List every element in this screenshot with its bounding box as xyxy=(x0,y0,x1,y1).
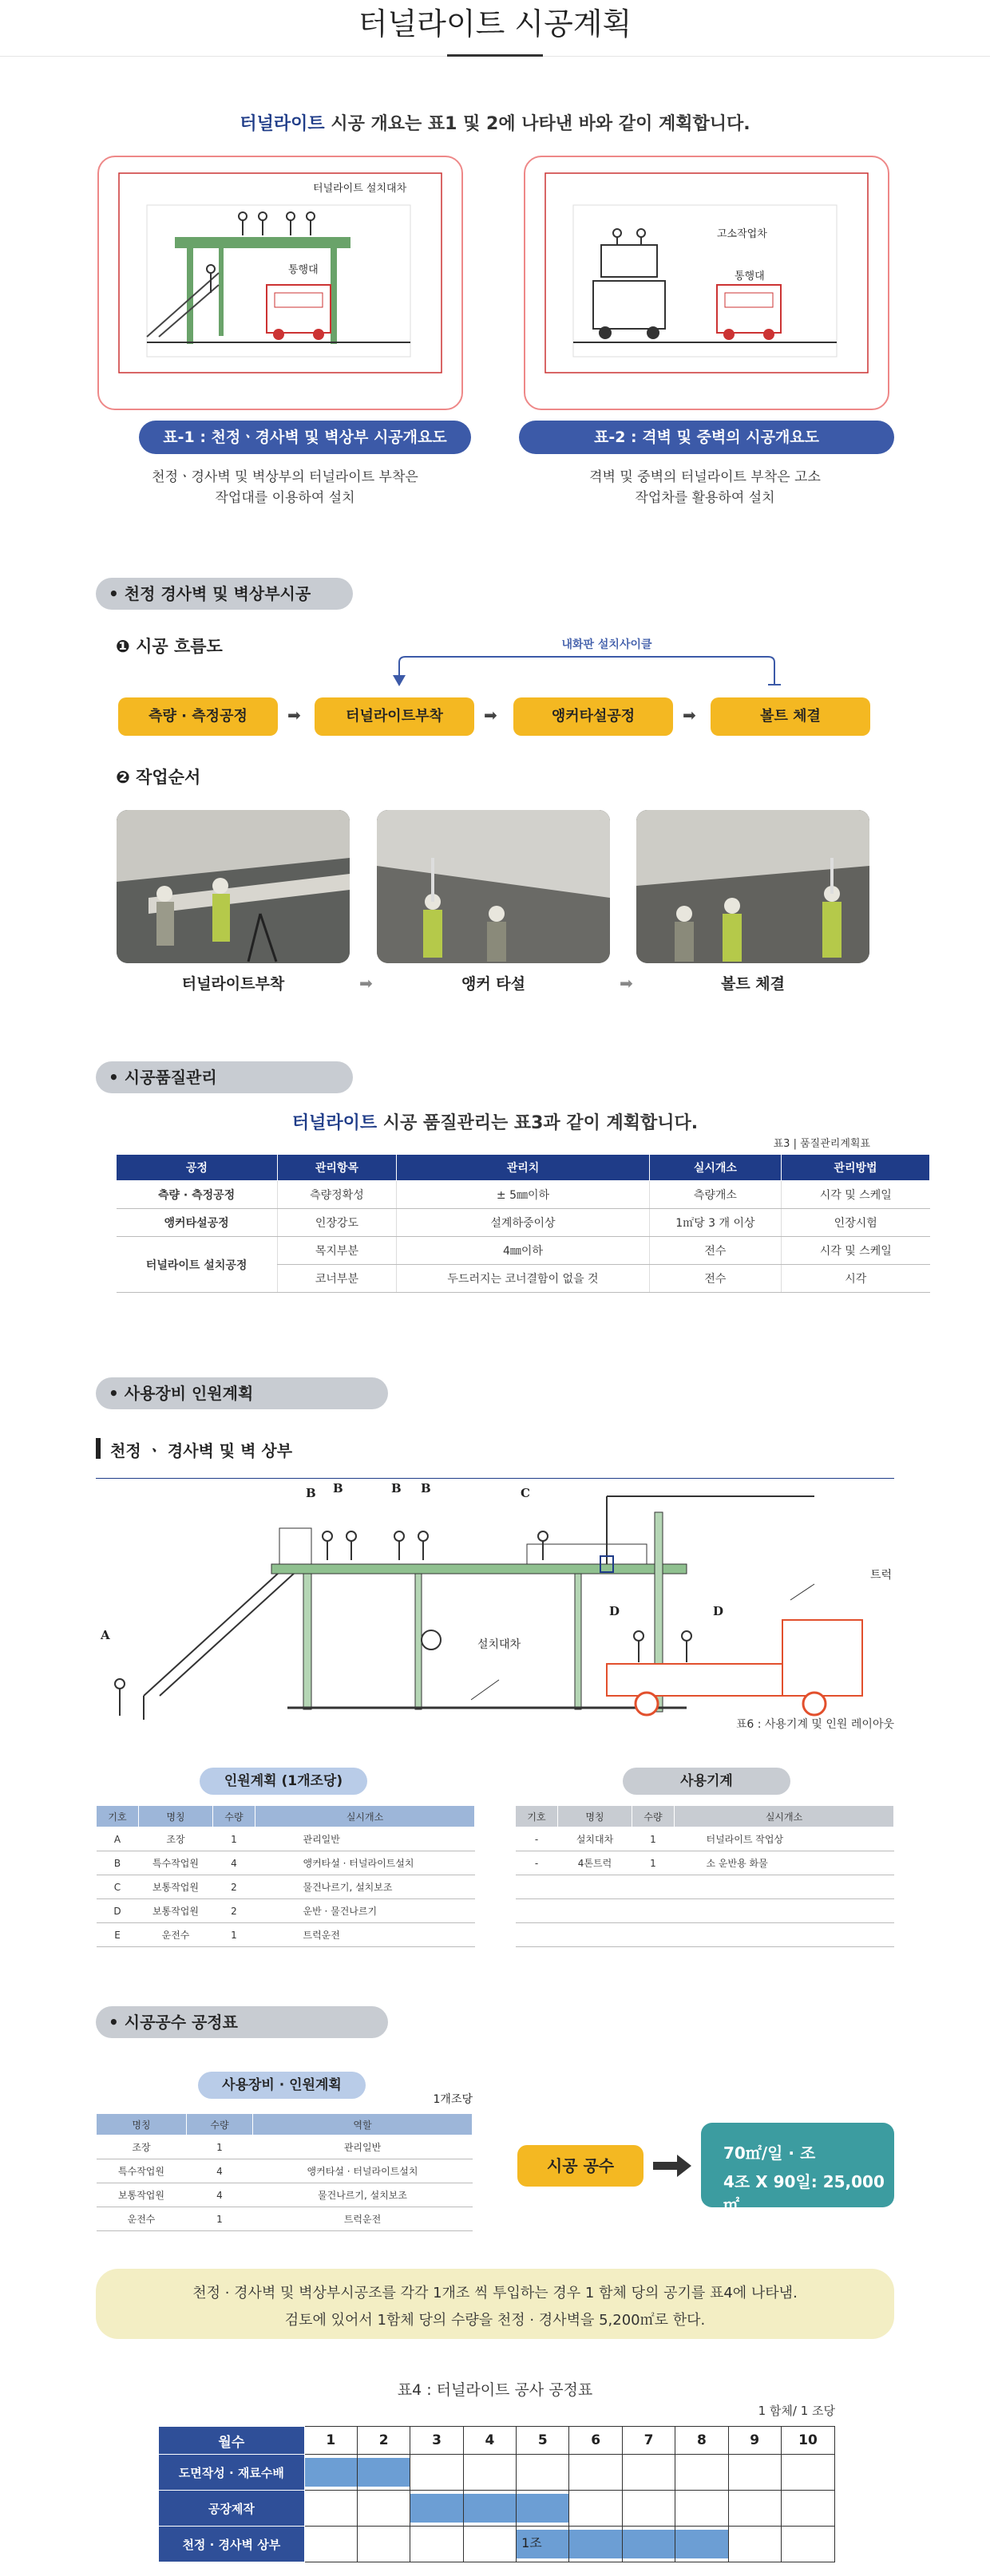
quality-lead xyxy=(0,1109,990,1134)
table-cell: 1㎡당 3 개 이상 xyxy=(649,1209,781,1237)
table-cell: 트럭운전 xyxy=(255,1923,475,1947)
cycle-label: 내화판 설치사이클 xyxy=(543,636,671,652)
schedule-note xyxy=(96,2269,894,2339)
label-d-1: D xyxy=(609,1604,620,1618)
photo-bolt xyxy=(636,810,869,963)
table-cell: 설계하중이상 xyxy=(397,1209,650,1237)
table-row xyxy=(97,2183,473,2207)
photo-label-anchor: 앵커 타설 xyxy=(461,975,526,993)
label-truck: 트럭 xyxy=(870,1569,893,1582)
schedule-bar xyxy=(675,2530,727,2558)
table-cell: 설치대차 xyxy=(558,1827,632,1851)
photo-install xyxy=(117,810,350,963)
table-cell: - xyxy=(516,1827,558,1851)
schedule-cell xyxy=(304,2527,357,2562)
label-b-2: B xyxy=(333,1481,343,1495)
schedule-cell xyxy=(410,2491,463,2527)
order-title: ❷ 작업순서 xyxy=(116,768,201,787)
personnel-header-name: 명칭 xyxy=(139,1806,213,1827)
flow-arrow-3: ➡ xyxy=(683,705,696,725)
sub-title-divider xyxy=(96,1478,894,1479)
flow-step-1: 측량 · 측정공정 xyxy=(118,697,278,736)
schedule-cell xyxy=(517,2491,569,2527)
table-cell: 전수 xyxy=(649,1265,781,1293)
table-cell: 측량개소 xyxy=(649,1181,781,1209)
schedule-month: 4 xyxy=(463,2427,516,2455)
schedule-bar xyxy=(305,2458,357,2487)
quality-header-value: 관리치 xyxy=(397,1155,650,1181)
schedule-bar xyxy=(410,2494,462,2523)
schedule-cell xyxy=(517,2527,569,2562)
table-cell: 4 xyxy=(187,2183,253,2207)
schedule-month: 7 xyxy=(622,2427,675,2455)
photo-anchor xyxy=(377,810,610,963)
figure-1-caption-line1: 천정ㆍ경사벽 및 벽상부의 터널라이트 부착은 xyxy=(152,469,418,485)
schedule-cell xyxy=(675,2455,728,2491)
table-row xyxy=(97,1851,475,1875)
label-c: C xyxy=(521,1486,530,1500)
table-cell: 측량정확성 xyxy=(277,1181,396,1209)
quality-header-place: 실시개소 xyxy=(649,1155,781,1181)
label-passage-2: 통행대 xyxy=(735,271,765,282)
photo-label-bolt: 볼트 체결 xyxy=(720,975,786,993)
table-cell: 4 xyxy=(213,1851,255,1875)
machine-header-qty: 수량 xyxy=(632,1806,675,1827)
table-row xyxy=(117,1181,930,1209)
schedule-cell xyxy=(728,2455,781,2491)
figure-2-caption xyxy=(524,467,886,508)
schedule-cell xyxy=(781,2491,834,2527)
schedule-cell xyxy=(463,2527,516,2562)
schedule-cell xyxy=(675,2491,728,2527)
flow-title: ❶ 시공 흐름도 xyxy=(116,637,223,656)
section-3-heading: • 사용장비 인원계획 xyxy=(96,1377,388,1409)
equipment-sub-title: 천정 ㆍ 경사벽 및 벽 상부 xyxy=(110,1441,293,1460)
table-cell: E xyxy=(97,1923,139,1947)
schedule-cell xyxy=(517,2455,569,2491)
quality-header-item: 관리항목 xyxy=(277,1155,396,1181)
table-cell: 1 xyxy=(213,1827,255,1851)
figure-1-caption xyxy=(104,467,466,508)
schedule-month: 1 xyxy=(304,2427,357,2455)
label-passage-1: 통행대 xyxy=(288,264,319,276)
schedule-row-label: 천정 · 경사벽 상부 xyxy=(159,2527,305,2562)
work-box: 시공 공수 xyxy=(517,2145,644,2187)
machine-table xyxy=(515,1805,894,1947)
machine-header-code: 기호 xyxy=(516,1806,558,1827)
table-cell: 보통작업원 xyxy=(97,2183,187,2207)
figure-2-caption-line2: 작업차를 활용하여 설치 xyxy=(635,490,775,506)
schedule-bar xyxy=(569,2530,621,2558)
overview-lead xyxy=(0,110,990,135)
table-cell: 1 xyxy=(187,2207,253,2231)
table-cell: 코너부분 xyxy=(277,1265,396,1293)
schedule-bar: 1조 xyxy=(517,2530,568,2558)
schedule-cell xyxy=(781,2455,834,2491)
figure-2-frame xyxy=(524,156,889,410)
table-cell: 시각 및 스케일 xyxy=(781,1237,929,1265)
table-row xyxy=(516,1923,894,1947)
crew-header-qty: 수량 xyxy=(187,2114,253,2135)
schedule-bar xyxy=(358,2458,410,2487)
label-b-4: B xyxy=(421,1481,431,1495)
equipment-diagram-caption: 표6 : 사용기계 및 인원 레이아웃 xyxy=(735,1718,894,1731)
sub-title-bar xyxy=(96,1438,101,1459)
label-b-1: B xyxy=(306,1486,316,1500)
crew-pill: 사용장비 · 인원계획 xyxy=(198,2072,366,2099)
flow-step-3: 앵커타설공정 xyxy=(513,697,673,736)
schedule-cell xyxy=(358,2455,410,2491)
table-cell: 관리일반 xyxy=(255,1827,475,1851)
table-cell: 1 xyxy=(632,1827,675,1851)
figure-1-caption-line2: 작업대를 이용하여 설치 xyxy=(215,490,355,506)
quality-header-process: 공정 xyxy=(117,1155,278,1181)
schedule-table xyxy=(158,2426,835,2562)
machine-header-place: 실시개소 xyxy=(675,1806,894,1827)
table-cell: 특수작업원 xyxy=(97,2159,187,2183)
quality-header-method: 관리방법 xyxy=(781,1155,929,1181)
page-title: 터널라이트 시공계획 xyxy=(358,6,632,41)
figure-2-pill: 표-2 : 격벽 및 중벽의 시공개요도 xyxy=(519,421,894,454)
table-cell: - xyxy=(516,1851,558,1875)
table-row xyxy=(97,1827,475,1851)
schedule-note-line1: 천정 · 경사벽 및 벽상부시공조를 각각 1개조 씩 투입하는 경우 1 함체 당의 공기를 표4에 나타냄. xyxy=(192,2285,798,2301)
machine-header-name: 명칭 xyxy=(558,1806,632,1827)
schedule-cell xyxy=(358,2527,410,2562)
overview-lead-text: 시공 개요는 표1 및 2에 나타낸 바와 같이 계획합니다. xyxy=(324,114,750,134)
schedule-row-label: 도면작성 · 재료수배 xyxy=(159,2455,305,2491)
schedule-cell xyxy=(569,2455,622,2491)
schedule-bar xyxy=(464,2494,516,2523)
table-cell: 전수 xyxy=(649,1237,781,1265)
schedule-header-label: 월수 xyxy=(159,2427,305,2455)
schedule-row xyxy=(159,2527,835,2562)
table-cell: 특수작업원 xyxy=(139,1851,213,1875)
result-line1: 70㎡/일 · 조 xyxy=(723,2143,816,2163)
table-row xyxy=(516,1827,894,1851)
schedule-cell xyxy=(410,2527,463,2562)
schedule-cell xyxy=(781,2527,834,2562)
schedule-note-line2: 검토에 있어서 1함체 당의 수량을 천정 · 경사벽을 5,200㎡로 한다. xyxy=(284,2312,706,2329)
photo-label-install: 터널라이트부착 xyxy=(181,975,285,993)
schedule-title: 표4 : 터널라이트 공사 공정표 xyxy=(397,2381,593,2399)
crew-header-role: 역할 xyxy=(253,2114,473,2135)
table-row xyxy=(516,1899,894,1923)
overview-lead-accent: 터널라이트 xyxy=(240,114,325,134)
table-cell: 시각 및 스케일 xyxy=(781,1181,929,1209)
table-cell: 트럭운전 xyxy=(253,2207,473,2231)
table-row xyxy=(97,1923,475,1947)
personnel-header-qty: 수량 xyxy=(213,1806,255,1827)
equipment-layout-diagram xyxy=(96,1480,894,1720)
schedule-row xyxy=(159,2491,835,2527)
table-row xyxy=(117,1209,930,1237)
schedule-month: 5 xyxy=(517,2427,569,2455)
table-cell: 시각 xyxy=(781,1265,929,1293)
table-row xyxy=(97,1875,475,1899)
table-cell: 1 xyxy=(632,1851,675,1875)
table-cell: A xyxy=(97,1827,139,1851)
table-cell: 앵커타설공정 xyxy=(117,1209,278,1237)
personnel-pill: 인원계획 (1개조당) xyxy=(200,1768,367,1795)
table-cell: C xyxy=(97,1875,139,1899)
table-cell: 운전수 xyxy=(97,2207,187,2231)
schedule-cell xyxy=(410,2455,463,2491)
table-row xyxy=(97,2207,473,2231)
machine-pill: 사용기계 xyxy=(623,1768,790,1795)
table-cell: 앵커타설 · 터널라이트설치 xyxy=(253,2159,473,2183)
table-cell: 운전수 xyxy=(139,1923,213,1947)
table-cell: 소 운반용 화물 xyxy=(675,1851,894,1875)
label-install-car: 터널라이트 설치대차 xyxy=(313,183,407,195)
quality-lead-accent: 터널라이트 xyxy=(291,1113,378,1133)
table-cell: 운반 · 물건나르기 xyxy=(255,1899,475,1923)
schedule-month: 2 xyxy=(358,2427,410,2455)
table-cell: 인장시험 xyxy=(781,1209,929,1237)
schedule-month: 10 xyxy=(781,2427,834,2455)
schedule-cell xyxy=(569,2491,622,2527)
work-arrow-icon xyxy=(653,2153,693,2179)
table-cell: ± 5㎜이하 xyxy=(397,1181,650,1209)
section-1-heading: • 천정 경사벽 및 벽상부시공 xyxy=(96,578,353,610)
figure-2-caption-line1: 격벽 및 중벽의 터널라이트 부착은 고소 xyxy=(589,469,821,485)
schedule-month: 6 xyxy=(569,2427,622,2455)
table-cell: 1 xyxy=(213,1923,255,1947)
table-cell: 조장 xyxy=(139,1827,213,1851)
schedule-row-label: 공장제작 xyxy=(159,2491,305,2527)
schedule-cell xyxy=(728,2491,781,2527)
table-cell: 두드러지는 코너결함이 없을 것 xyxy=(397,1265,650,1293)
table-row xyxy=(516,1851,894,1875)
schedule-cell xyxy=(728,2527,781,2562)
table-cell: 앵커타설 · 터널라이트설치 xyxy=(255,1851,475,1875)
schedule-unit: 1 함체/ 1 조당 xyxy=(758,2404,835,2418)
table-cell: 목지부분 xyxy=(277,1237,396,1265)
table-cell: 조장 xyxy=(97,2135,187,2159)
table-cell: 물건나르기, 설치보조 xyxy=(255,1875,475,1899)
table-cell: 물건나르기, 설치보조 xyxy=(253,2183,473,2207)
table-cell: 2 xyxy=(213,1899,255,1923)
table-row xyxy=(117,1237,930,1265)
personnel-table xyxy=(96,1805,475,1947)
table-row xyxy=(516,1875,894,1899)
table-row xyxy=(97,1899,475,1923)
section-4-heading: • 시공공수 공정표 xyxy=(96,2006,388,2038)
figure-1-frame xyxy=(97,156,463,410)
label-high-car: 고소작업차 xyxy=(717,228,767,240)
schedule-cell xyxy=(304,2455,357,2491)
figure-1-pill: 표-1 : 천정ㆍ경사벽 및 벽상부 시공개요도 xyxy=(139,421,471,454)
schedule-cell xyxy=(569,2527,622,2562)
photo-arrow-1: ➡ xyxy=(359,974,373,993)
crew-table xyxy=(96,2113,473,2231)
flow-step-4: 볼트 체결 xyxy=(711,697,870,736)
schedule-cell xyxy=(622,2491,675,2527)
schedule-month: 3 xyxy=(410,2427,463,2455)
table-cell: 1 xyxy=(187,2135,253,2159)
schedule-cell xyxy=(358,2491,410,2527)
crew-unit: 1개조당 xyxy=(433,2093,473,2106)
table-cell: 인장강도 xyxy=(277,1209,396,1237)
schedule-bar xyxy=(517,2494,568,2523)
table-cell: 측량 · 측정공정 xyxy=(117,1181,278,1209)
table-cell: D xyxy=(97,1899,139,1923)
label-b-3: B xyxy=(391,1481,402,1495)
table-row xyxy=(97,2135,473,2159)
table-cell: 4 xyxy=(187,2159,253,2183)
personnel-header-code: 기호 xyxy=(97,1806,139,1827)
section-2-heading: • 시공품질관리 xyxy=(96,1061,353,1093)
table-cell: 4톤트럭 xyxy=(558,1851,632,1875)
table-cell: 관리일반 xyxy=(253,2135,473,2159)
schedule-cell xyxy=(304,2491,357,2527)
schedule-row xyxy=(159,2455,835,2491)
quality-lead-text: 시공 품질관리는 표3과 같이 계획합니다. xyxy=(377,1113,699,1133)
schedule-cell xyxy=(675,2527,728,2562)
result-box xyxy=(701,2123,894,2214)
schedule-month: 9 xyxy=(728,2427,781,2455)
photo-arrow-2: ➡ xyxy=(620,974,633,993)
table-cell: 보통작업원 xyxy=(139,1875,213,1899)
schedule-cell xyxy=(622,2455,675,2491)
figure-2-diagram xyxy=(525,157,888,409)
schedule-cell xyxy=(463,2455,516,2491)
title-underline xyxy=(447,54,543,57)
label-d-2: D xyxy=(713,1604,724,1618)
quality-table xyxy=(116,1154,930,1293)
table-cell: B xyxy=(97,1851,139,1875)
flow-arrow-1: ➡ xyxy=(287,705,301,725)
personnel-header-place: 실시개소 xyxy=(255,1806,475,1827)
table-cell: 4㎜이하 xyxy=(397,1237,650,1265)
result-line2: 4조 X 90일: 25,000㎡ xyxy=(723,2172,885,2214)
schedule-cell xyxy=(463,2491,516,2527)
schedule-bar xyxy=(623,2530,675,2558)
table-cell: 터널라이트 설치공정 xyxy=(117,1237,278,1293)
table-row xyxy=(97,2159,473,2183)
table-cell: 보통작업원 xyxy=(139,1899,213,1923)
flow-step-2: 터널라이트부착 xyxy=(315,697,474,736)
table-cell: 터널라이트 작업상 xyxy=(675,1827,894,1851)
quality-table-caption: 표3 | 품질관리계획표 xyxy=(773,1138,870,1150)
label-install-car-diagram: 설치대차 xyxy=(477,1638,521,1651)
schedule-cell xyxy=(622,2527,675,2562)
flow-arrow-2: ➡ xyxy=(484,705,497,725)
crew-header-name: 명칭 xyxy=(97,2114,187,2135)
figure-1-diagram xyxy=(99,157,461,409)
table-cell: 2 xyxy=(213,1875,255,1899)
schedule-month: 8 xyxy=(675,2427,728,2455)
label-a: A xyxy=(101,1628,110,1642)
